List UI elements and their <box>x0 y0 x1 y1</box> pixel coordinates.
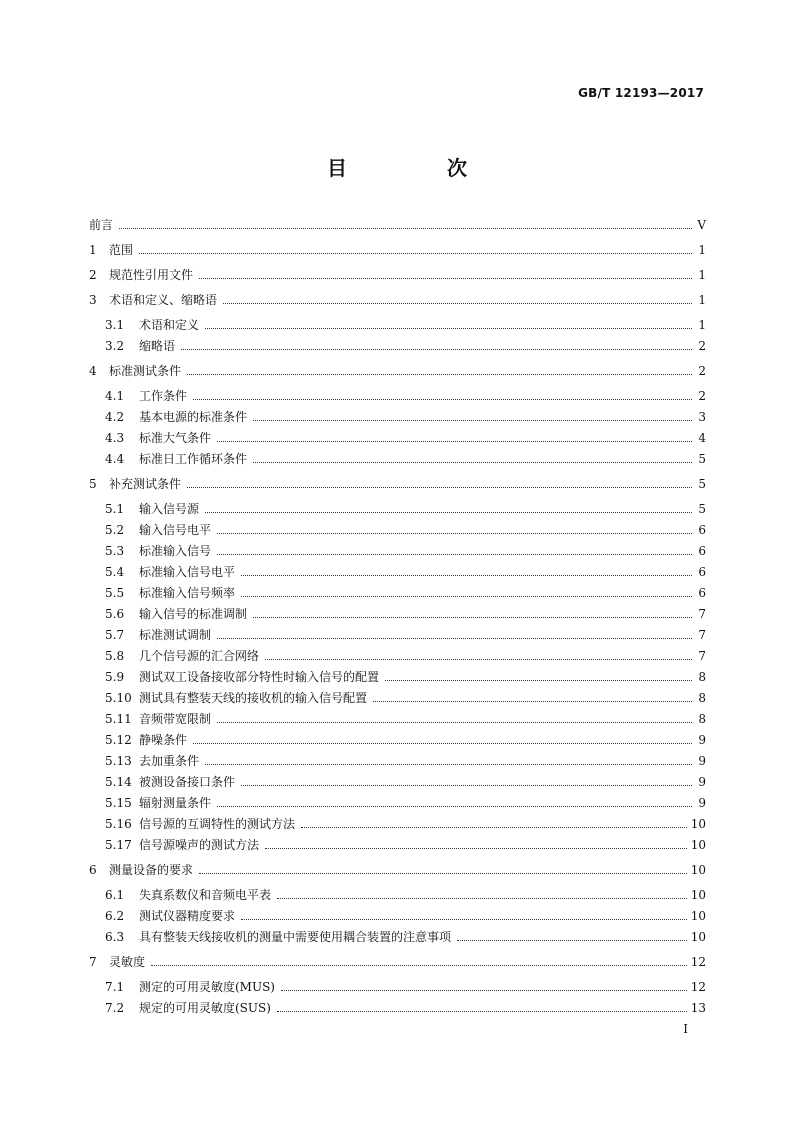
toc-entry[interactable] <box>89 670 706 684</box>
toc-leader-dots <box>217 806 692 807</box>
toc-entry-label: 静噪条件 <box>139 733 188 747</box>
toc-leader-dots <box>193 399 692 400</box>
toc-entry-label: 标准日工作循环条件 <box>139 452 248 466</box>
toc-entry-label: 信号源的互调特性的测试方法 <box>139 817 296 831</box>
toc-entry[interactable] <box>89 838 706 852</box>
toc-entry-page: 10 <box>690 930 706 944</box>
toc-entry-page: 5 <box>698 452 706 466</box>
toc-leader-dots <box>217 722 692 723</box>
toc-leader-dots <box>205 328 692 329</box>
toc-entry-label: 测试仪器精度要求 <box>139 909 236 923</box>
toc-entry-number: 2 <box>89 268 97 282</box>
toc-entry-page: 6 <box>698 565 706 579</box>
toc-entry-number: 6.1 <box>105 888 125 902</box>
toc-entry[interactable] <box>89 775 706 789</box>
toc-entry-page: 4 <box>698 431 706 445</box>
toc-leader-dots <box>187 374 692 375</box>
toc-leader-dots <box>199 278 692 279</box>
toc-entry-page: 8 <box>698 691 706 705</box>
toc-entry[interactable] <box>89 364 706 378</box>
toc-entry-number: 6 <box>89 863 97 877</box>
toc-leader-dots <box>457 940 687 941</box>
toc-entry-label: 术语和定义、缩略语 <box>109 293 218 307</box>
toc-entry-label: 灵敏度 <box>109 955 146 969</box>
toc-entry[interactable] <box>89 817 706 831</box>
toc-entry-page: 10 <box>690 863 706 877</box>
toc-entry-page: 12 <box>690 955 706 969</box>
toc-entry-label: 具有整装天线接收机的测量中需要使用耦合装置的注意事项 <box>139 930 452 944</box>
toc-title: 目 次 <box>327 156 507 180</box>
toc-entry-number: 5.1 <box>105 502 125 516</box>
toc-entry-number: 5.14 <box>105 775 132 789</box>
toc-entry-number: 4.2 <box>105 410 125 424</box>
toc-leader-dots <box>253 617 692 618</box>
toc-entry-label: 标准测试调制 <box>139 628 212 642</box>
toc-entry-page: 5 <box>698 477 706 491</box>
toc-entry-number: 3.1 <box>105 318 125 332</box>
toc-entry[interactable] <box>89 586 706 600</box>
toc-entry[interactable] <box>89 796 706 810</box>
toc-entry-page: 9 <box>698 754 706 768</box>
toc-entry-number: 5.10 <box>105 691 132 705</box>
toc-entry-label: 辐射测量条件 <box>139 796 212 810</box>
toc-leader-dots <box>181 349 692 350</box>
toc-entry[interactable] <box>89 502 706 516</box>
toc-entry-page: 8 <box>698 712 706 726</box>
toc-entry-label: 音频带宽限制 <box>139 712 212 726</box>
toc-entry-number: 7.2 <box>105 1001 125 1015</box>
toc-entry-number: 5.15 <box>105 796 132 810</box>
toc-leader-dots <box>217 533 692 534</box>
toc-entry-page: 6 <box>698 523 706 537</box>
toc-entry-page: 7 <box>698 607 706 621</box>
toc-leader-dots <box>241 919 687 920</box>
toc-entry-number: 6.2 <box>105 909 125 923</box>
toc-leader-dots <box>217 554 692 555</box>
toc-entry-page: 2 <box>698 364 706 378</box>
toc-entry-label: 规范性引用文件 <box>109 268 194 282</box>
toc-entry-number: 6.3 <box>105 930 125 944</box>
toc-entry-label: 输入信号电平 <box>139 523 212 537</box>
toc-entry-number: 5.9 <box>105 670 125 684</box>
toc-entry-number: 5.2 <box>105 523 125 537</box>
toc-entry-number: 5 <box>89 477 97 491</box>
toc-leader-dots <box>205 512 692 513</box>
toc-entry-label: 测定的可用灵敏度(MUS) <box>139 980 275 994</box>
toc-leader-dots <box>241 785 692 786</box>
toc-entry-page: 9 <box>698 796 706 810</box>
toc-entry[interactable] <box>89 607 706 621</box>
toc-entry-number: 5.16 <box>105 817 132 831</box>
toc-entry-label: 标准输入信号 <box>139 544 212 558</box>
toc-entry-label: 测试具有整装天线的接收机的输入信号配置 <box>139 691 368 705</box>
toc-leader-dots <box>277 898 687 899</box>
toc-entry-label: 测试双工设备接收部分特性时输入信号的配置 <box>139 670 380 684</box>
toc-entry[interactable] <box>89 649 706 663</box>
toc-entry-page: 6 <box>698 544 706 558</box>
toc-entry-number: 5.13 <box>105 754 132 768</box>
toc-entry[interactable] <box>89 410 706 424</box>
toc-leader-dots <box>199 873 687 874</box>
toc-entry-label: 缩略语 <box>139 339 176 353</box>
toc-leader-dots <box>253 462 692 463</box>
toc-entry[interactable] <box>89 452 706 466</box>
toc-entry-label: 去加重条件 <box>139 754 200 768</box>
toc-entry[interactable] <box>89 243 706 257</box>
toc-entry[interactable] <box>89 431 706 445</box>
toc-leader-dots <box>385 680 692 681</box>
toc-entry-page: 9 <box>698 775 706 789</box>
toc-entry[interactable] <box>89 863 706 877</box>
toc-entry-number: 4.4 <box>105 452 125 466</box>
toc-entry[interactable] <box>89 565 706 579</box>
toc-entry[interactable] <box>89 389 706 403</box>
toc-entry-page: 7 <box>698 649 706 663</box>
toc-entry-label: 标准输入信号电平 <box>139 565 236 579</box>
toc-entry-number: 5.7 <box>105 628 125 642</box>
toc-entry-number: 4.3 <box>105 431 125 445</box>
toc-entry-number: 5.8 <box>105 649 125 663</box>
toc-leader-dots <box>265 848 687 849</box>
toc-entry-page: 3 <box>698 410 706 424</box>
toc-leader-dots <box>217 638 692 639</box>
toc-leader-dots <box>265 659 692 660</box>
toc-entry-page: V <box>697 218 706 232</box>
toc-entry-page: 8 <box>698 670 706 684</box>
toc-entry-label: 输入信号的标准调制 <box>139 607 248 621</box>
toc-entry-label: 标准大气条件 <box>139 431 212 445</box>
toc-entry-page: 10 <box>690 838 706 852</box>
toc-leader-dots <box>241 575 692 576</box>
toc-entry-number: 1 <box>89 243 97 257</box>
page-number: I <box>683 1022 688 1036</box>
toc-entry-label: 测量设备的要求 <box>109 863 194 877</box>
toc-entry[interactable] <box>89 523 706 537</box>
toc-leader-dots <box>277 1011 687 1012</box>
toc-entry[interactable] <box>89 318 706 332</box>
toc-entry[interactable] <box>89 544 706 558</box>
toc-leader-dots <box>223 303 692 304</box>
toc-entry-number: 4.1 <box>105 389 125 403</box>
toc-entry-label: 补充测试条件 <box>109 477 182 491</box>
toc-entry-number: 5.4 <box>105 565 125 579</box>
toc-entry[interactable] <box>89 955 706 969</box>
toc-entry-label: 标准测试条件 <box>109 364 182 378</box>
toc-leader-dots <box>187 487 692 488</box>
toc-entry-page: 5 <box>698 502 706 516</box>
toc-leader-dots <box>139 253 692 254</box>
toc-entry[interactable] <box>89 293 706 307</box>
toc-entry-number: 4 <box>89 364 97 378</box>
toc-entry-label: 标准输入信号频率 <box>139 586 236 600</box>
toc-entry-label: 基本电源的标准条件 <box>139 410 248 424</box>
toc-entry-label: 前言 <box>89 218 114 232</box>
toc-entry-number: 3 <box>89 293 97 307</box>
toc-entry-page: 1 <box>698 293 706 307</box>
toc-entry[interactable] <box>89 477 706 491</box>
toc-entry-label: 几个信号源的汇合网络 <box>139 649 260 663</box>
toc-leader-dots <box>373 701 692 702</box>
toc-entry-number: 5.5 <box>105 586 125 600</box>
toc-entry[interactable] <box>89 339 706 353</box>
toc-entry-page: 7 <box>698 628 706 642</box>
toc-entry-page: 2 <box>698 389 706 403</box>
toc-entry-label: 范围 <box>109 243 134 257</box>
toc-entry-label: 工作条件 <box>139 389 188 403</box>
toc-entry-page: 1 <box>698 268 706 282</box>
toc-entry-number: 7 <box>89 955 97 969</box>
toc-entry[interactable] <box>89 218 706 232</box>
toc-entry-number: 5.3 <box>105 544 125 558</box>
toc-entry-page: 2 <box>698 339 706 353</box>
toc-entry[interactable] <box>89 1001 706 1015</box>
standard-code: GB/T 12193—2017 <box>578 86 704 100</box>
toc-entry-page: 12 <box>690 980 706 994</box>
toc-entry[interactable] <box>89 888 706 902</box>
toc-entry-label: 术语和定义 <box>139 318 200 332</box>
toc-entry-number: 5.11 <box>105 712 132 726</box>
toc-leader-dots <box>241 596 692 597</box>
toc-entry-page: 10 <box>690 817 706 831</box>
toc-entry-page: 1 <box>698 318 706 332</box>
toc-entry-label: 规定的可用灵敏度(SUS) <box>139 1001 271 1015</box>
toc-entry[interactable] <box>89 980 706 994</box>
toc-leader-dots <box>217 441 692 442</box>
toc-entry-number: 5.6 <box>105 607 125 621</box>
toc-entry[interactable] <box>89 712 706 726</box>
toc-leader-dots <box>301 827 687 828</box>
toc-entry[interactable] <box>89 754 706 768</box>
toc-entry[interactable] <box>89 628 706 642</box>
toc-entry[interactable] <box>89 909 706 923</box>
toc-entry-number: 3.2 <box>105 339 125 353</box>
toc-leader-dots <box>253 420 692 421</box>
toc-entry[interactable] <box>89 268 706 282</box>
toc-leader-dots <box>205 764 692 765</box>
toc-entry-number: 5.17 <box>105 838 132 852</box>
toc-entry-number: 5.12 <box>105 733 132 747</box>
toc-entry-page: 9 <box>698 733 706 747</box>
toc-entry-page: 10 <box>690 909 706 923</box>
toc-entry-label: 输入信号源 <box>139 502 200 516</box>
toc-entry-label: 被测设备接口条件 <box>139 775 236 789</box>
toc-entry-page: 1 <box>698 243 706 257</box>
toc-entry-page: 6 <box>698 586 706 600</box>
toc-entry-label: 信号源噪声的测试方法 <box>139 838 260 852</box>
toc-entry-label: 失真系数仪和音频电平表 <box>139 888 272 902</box>
toc-entry[interactable] <box>89 930 706 944</box>
toc-leader-dots <box>193 743 692 744</box>
toc-leader-dots <box>151 965 687 966</box>
toc-entry[interactable] <box>89 691 706 705</box>
toc-entry-number: 7.1 <box>105 980 125 994</box>
toc-entry[interactable] <box>89 733 706 747</box>
toc-leader-dots <box>281 990 687 991</box>
toc-entry-page: 13 <box>690 1001 706 1015</box>
toc-entry-page: 10 <box>690 888 706 902</box>
toc-leader-dots <box>119 228 692 229</box>
